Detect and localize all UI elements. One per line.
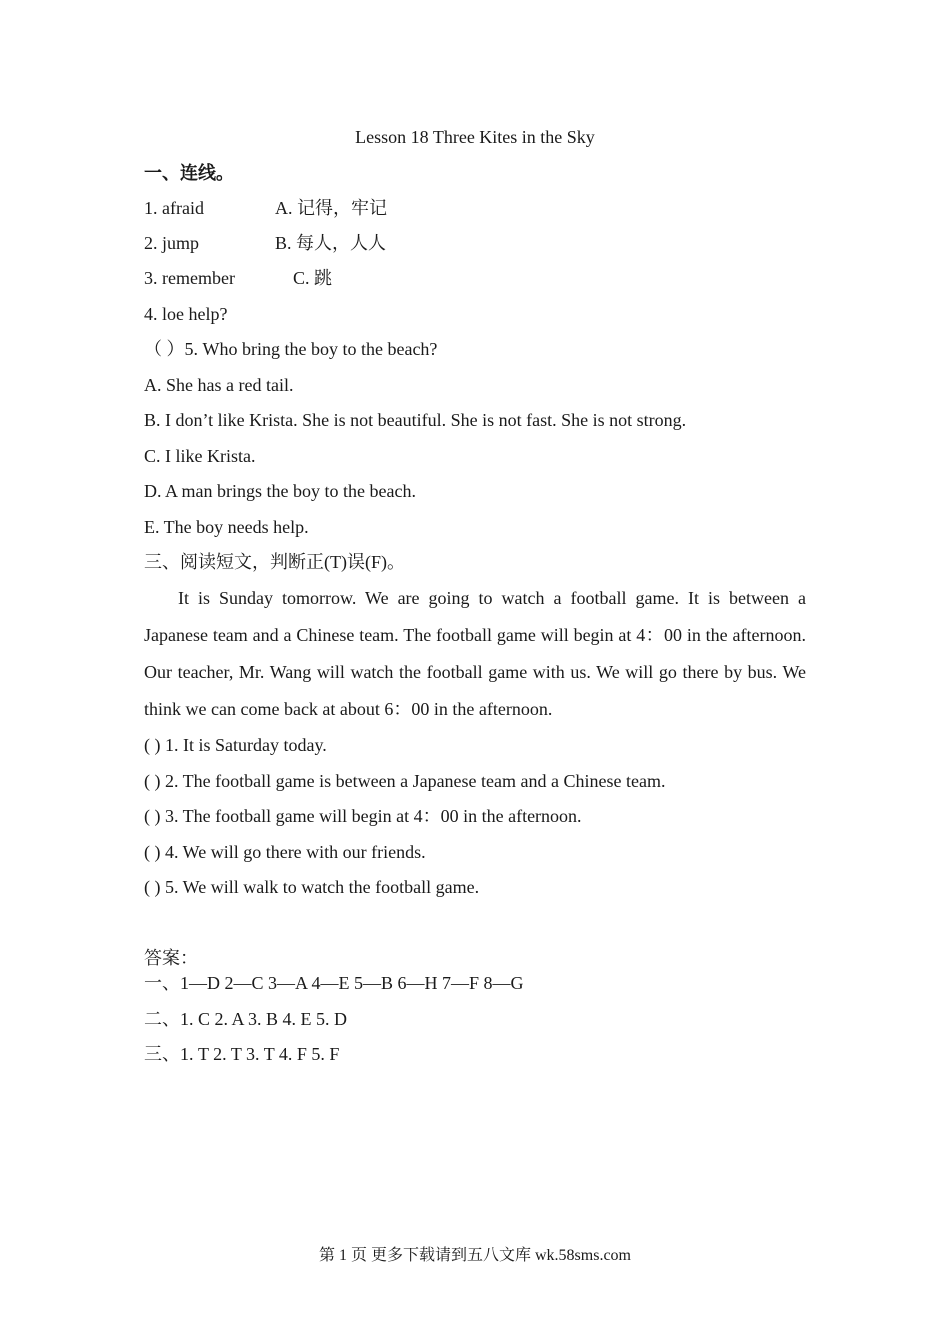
section-1-heading: 一、连线。 — [144, 163, 234, 183]
match-row-4: 4. loe help? — [144, 304, 228, 324]
page-title: Lesson 18 Three Kites in the Sky — [355, 127, 595, 147]
match-word: 2. jump — [144, 233, 200, 253]
match-row-3 — [144, 267, 544, 289]
page-footer: 第 1 页 更多下载请到五八文库 wk.58sms.com — [318, 1247, 631, 1264]
tf-question-2: ( ) 2. The football game is between a Japanese team and a Chinese team. — [144, 771, 666, 791]
option-d: D. A man brings the boy to the beach. — [144, 481, 416, 501]
match-meaning: C. 跳 — [293, 268, 333, 288]
option-a: A. She has a red tail. — [144, 375, 294, 395]
answers-line-1: 一、1—D 2—C 3—A 4—E 5—B 6—H 7—F 8—G — [144, 973, 524, 993]
section-3-heading: 三、阅读短文，判断正(T)误(F)。 — [144, 552, 405, 572]
reading-passage: It is Sunday tomorrow. We are going to watch a football game. It is between a Japanese team and a Chinese team. The football game will begin at 4：00 in the afternoon. Our teacher, Mr. Wang will watch the football game with us. We will go there by bus. We think we can come back at about 6：00 in the afternoon. — [144, 588, 806, 719]
match-meaning: B. 每人，人人 — [275, 233, 387, 253]
answers-line-3: 三、1. T 2. T 3. T 4. F 5. F — [144, 1044, 340, 1064]
option-c: C. I like Krista. — [144, 446, 256, 466]
answers-heading: 答案： — [144, 948, 198, 968]
option-e: E. The boy needs help. — [144, 517, 309, 537]
tf-question-4: ( ) 4. We will go there with our friends. — [144, 842, 426, 862]
question-5: （ ）5. Who bring the boy to the beach? — [144, 339, 438, 359]
tf-question-5: ( ) 5. We will walk to watch the football game. — [144, 877, 480, 897]
option-b: B. I don’t like Krista. She is not beautiful. She is not fast. She is not strong. — [144, 410, 687, 430]
match-meaning: A. 记得，牢记 — [275, 198, 387, 218]
match-row-2 — [144, 232, 544, 254]
answers-line-2: 二、1. C 2. A 3. B 4. E 5. D — [144, 1009, 348, 1029]
tf-question-3: ( ) 3. The football game will begin at 4：00 in the afternoon. — [144, 806, 582, 826]
match-row-1 — [144, 197, 544, 219]
tf-question-1: ( ) 1. It is Saturday today. — [144, 735, 327, 755]
match-word: 3. remember — [144, 268, 235, 288]
match-word: 1. afraid — [144, 198, 204, 218]
